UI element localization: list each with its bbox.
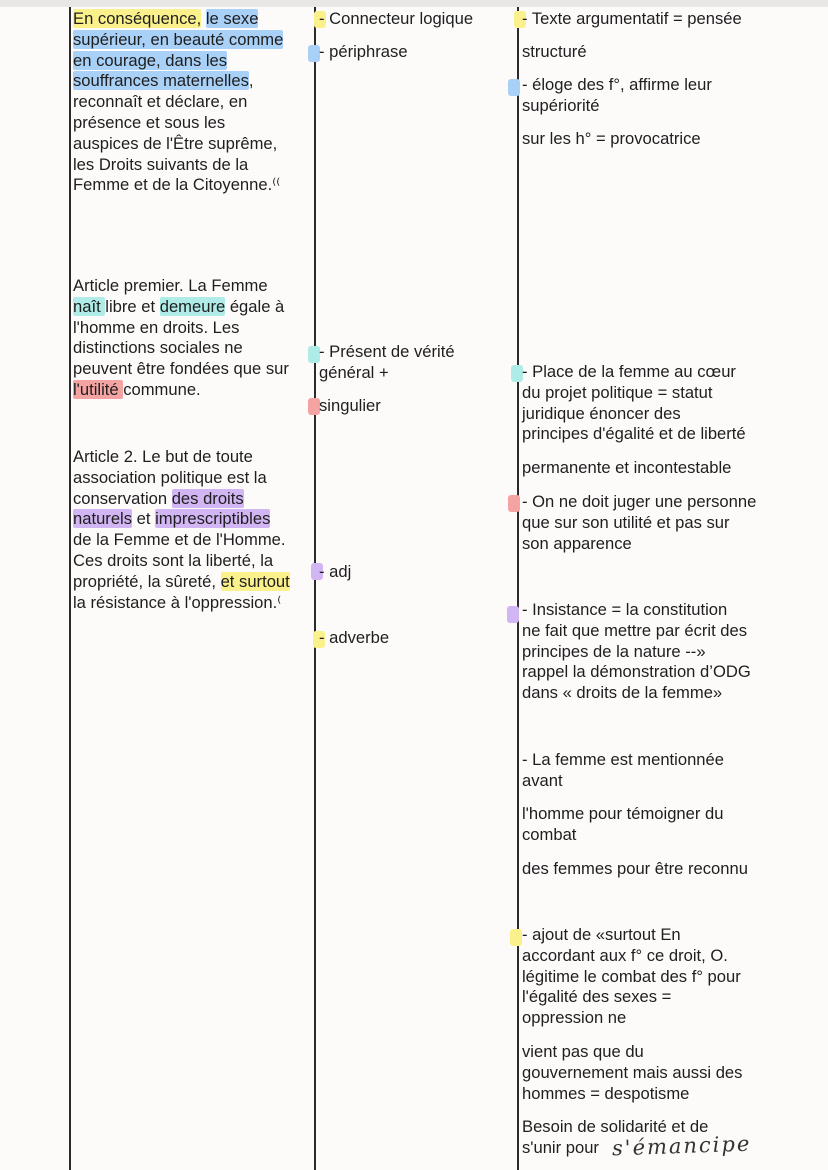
text-line: distinctions sociales ne <box>73 338 243 358</box>
text: libre et <box>105 296 160 316</box>
text-line: principes de la nature --» <box>522 641 706 661</box>
text: conservation <box>73 488 172 508</box>
text: commune. <box>123 379 201 399</box>
note-femme-mentionnee <box>522 750 724 792</box>
top-bar <box>0 0 828 7</box>
note-place <box>522 362 746 445</box>
column-divider-left <box>69 7 71 1170</box>
text-line: - Présent de vérité <box>319 342 455 361</box>
highlight-present: naît <box>73 296 106 316</box>
column-divider-middle <box>314 7 316 1170</box>
text-line: dans « droits de la femme» <box>522 683 723 703</box>
highlight-periphrase: supérieur, en beauté comme <box>73 29 284 49</box>
text-line: Femme et de la Citoyenne.⁽⁽ <box>73 175 281 195</box>
text-line: vient pas que du <box>522 1042 644 1061</box>
highlight-singular: l'utilité <box>73 379 124 399</box>
text-line: la résistance à l'oppression.⁽ <box>73 592 282 612</box>
highlight-adjective: des droits <box>171 488 244 508</box>
text-line: reconnaît et déclare, en <box>73 92 248 112</box>
highlight-connector: En conséquence, <box>73 9 202 28</box>
note-provocatrice: sur les h° = provocatrice <box>522 129 701 148</box>
text-line: - ajout de «surtout En <box>522 925 681 944</box>
text-line: - On ne doit juger une personne <box>522 492 757 511</box>
text-line: oppression ne <box>522 1008 627 1028</box>
text-line: Article 2. Le but de toute <box>73 447 253 466</box>
text-line: association politique est la <box>73 467 267 487</box>
text-line: - La femme est mentionnée <box>522 750 724 769</box>
text-line: ne fait que mettre par écrit des <box>522 620 748 640</box>
note-juger <box>522 492 756 554</box>
text-line: avant <box>522 770 563 790</box>
text-line: - éloge des f°, affirme leur <box>522 75 712 94</box>
note-singulier: singulier <box>319 396 381 415</box>
highlight-adverb: et surtout <box>220 571 290 591</box>
text-line: gouvernement mais aussi des <box>522 1062 743 1082</box>
text-line: - Place de la femme au cœur <box>522 362 736 381</box>
text-line: présence et sous les <box>73 112 226 132</box>
highlight-periphrase: souffrances maternelles <box>73 71 249 91</box>
text-line: - Insistance = la constitution <box>522 600 728 619</box>
text-line: l'égalité des sexes = <box>522 987 672 1007</box>
text-line: que sur son utilité et pas sur <box>522 512 730 532</box>
note-adj: - adj <box>319 562 352 581</box>
text-line: de la Femme et de l'Homme. <box>73 530 286 550</box>
text-line: hommes = despotisme <box>522 1083 690 1103</box>
note-reconnu: des femmes pour être reconnu <box>522 859 748 878</box>
yellow-marker <box>510 929 522 946</box>
text-line: auspices de l'Être suprême, <box>73 133 278 153</box>
text-line: Besoin de solidarité et de <box>522 1117 709 1136</box>
preamble-text <box>73 9 283 196</box>
note-despotisme <box>522 1042 742 1104</box>
note-periphrase: - périphrase <box>319 42 408 61</box>
note-adverbe: - adverbe <box>319 628 390 647</box>
note-texte: - Texte argumentatif = pensée <box>522 9 742 28</box>
text-line: son apparence <box>522 533 632 553</box>
text-line: combat <box>522 824 577 844</box>
note-insistance <box>522 600 751 704</box>
text-line: l'homme pour témoigner du <box>522 804 724 823</box>
highlight-periphrase: le sexe <box>205 9 259 28</box>
text: égale à <box>225 296 285 316</box>
text: , <box>248 71 254 91</box>
text-line: les Droits suivants de la <box>73 154 249 174</box>
note-structure: structuré <box>522 42 587 61</box>
purple-marker <box>507 606 519 623</box>
article-2-text <box>73 447 290 613</box>
note-permanente: permanente et incontestable <box>522 458 732 477</box>
column-divider-right <box>517 7 519 1170</box>
text-line: accordant aux f° ce droit, O. <box>522 945 728 965</box>
text-line: général + <box>319 362 389 382</box>
text-line: peuvent être fondées que sur <box>73 359 289 379</box>
red-marker <box>508 495 520 512</box>
highlight-adjective: naturels <box>73 509 133 529</box>
text-line: s'unir pour <box>522 1137 599 1157</box>
text-line: Article premier. La Femme <box>73 276 268 295</box>
text: et <box>132 509 156 529</box>
text-line: l'homme en droits. Les <box>73 317 240 337</box>
note-present <box>319 342 455 384</box>
note-temoigner <box>522 804 723 846</box>
article-1-text <box>73 276 289 401</box>
text-line: du projet politique = statut <box>522 382 713 402</box>
text-line: supériorité <box>522 95 600 115</box>
highlight-adjective: imprescriptibles <box>155 509 271 529</box>
note-eloge <box>522 75 712 117</box>
text-line: légitime le combat des f° pour <box>522 966 741 986</box>
text-line: Ces droits sont la liberté, la <box>73 550 274 570</box>
highlight-periphrase: en courage, dans les <box>73 50 228 70</box>
note-connecteur: - Connecteur logique <box>319 9 474 28</box>
handwritten-annotation: s'émancipe <box>611 1131 752 1161</box>
note-ajout <box>522 925 741 1029</box>
highlight-present: demeure <box>159 296 226 316</box>
text-line: juridique énoncer des <box>522 403 681 423</box>
text: propriété, la sûreté, <box>73 571 221 591</box>
text-line: rappel la démonstration d’ODG <box>522 662 751 682</box>
text-line: principes d'égalité et de liberté <box>522 424 746 444</box>
blue-marker <box>508 79 520 96</box>
